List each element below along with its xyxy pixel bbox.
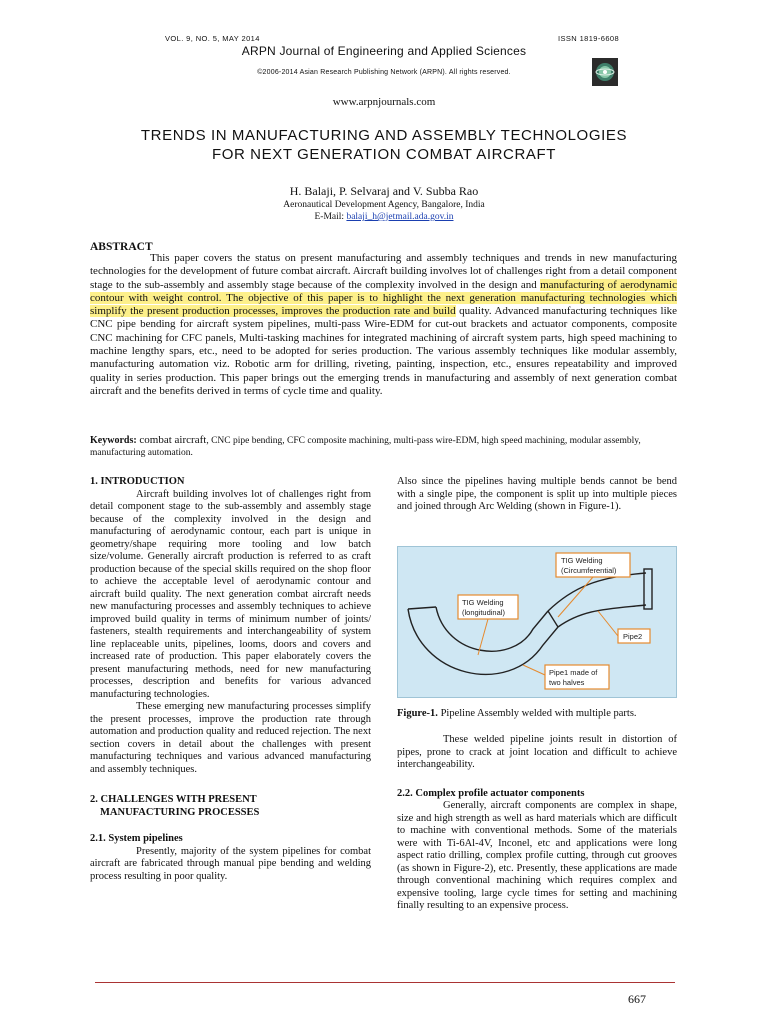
keywords-label: Keywords: <box>90 435 137 446</box>
section-2-1-heading: 2.1. System pipelines <box>90 833 183 844</box>
abstract-part-2: quality. Advanced manufacturing techniques like CNC pipe bending for aircraft system pipelines, multi-pass Wire-EDM for cut-out brackets and actuator components, composite CNC machining for CFC panels, Multi-tasking machines for integrated machining of aircraft system parts, high speed machining to machine lengthy spars, etc., need to be adopted for series production. The various assembly techniques like modular assembly, manufacturing automation viz. Robotic arm for drilling, riveting, painting, inspection, etc., ensures repeatability and improved quality in series production. This paper brings out the emerging trends in manufacturing and assembly of next generation combat aircraft and the benefits derived in terms of cycle time and quality. <box>90 305 678 397</box>
keywords-rest: , CNC pipe bending, CFC composite machining, multi-pass wire-EDM, high speed machining, modular assembly, manufacturing automation. <box>90 436 641 458</box>
label-tig-long-2: (longitudinal) <box>462 608 505 617</box>
authors: H. Balaji, P. Selvaraj and V. Subba Rao <box>289 184 479 198</box>
title-line-1: TRENDS IN MANUFACTURING AND ASSEMBLY TECHNOLOGIES <box>140 127 628 144</box>
section-2-2-paragraph: Generally, aircraft components are complex in shape, size and high strength as well as hard materials which are difficult to machine with conventional methods. Some of the materials were with Ti-6Al-4V, Inconel, etc and applications were long aspect ratio drilling, complex profile cutting, through cut grooves (as shown in Figure-2), etc. Presently, these applications are made through conventional machining which requires complex and expensive tooling, large cycle times for setting and machining finally resulting to an expensive process. <box>397 800 677 911</box>
section-2-2-heading: 2.2. Complex profile actuator components <box>397 787 585 799</box>
page-number: 667 <box>628 992 646 1006</box>
journal-website[interactable]: www.arpnjournals.com <box>332 96 436 108</box>
left-column <box>90 476 371 883</box>
label-pipe2: Pipe2 <box>623 632 643 641</box>
journal-logo-icon <box>592 58 618 86</box>
label-tig-long-1: TIG Welding <box>462 598 504 607</box>
section-2-heading-line-1: 2. CHALLENGES WITH PRESENT <box>90 794 257 805</box>
abstract-heading: ABSTRACT <box>90 241 153 253</box>
label-pipe1-2: two halves <box>549 678 585 687</box>
section-2-heading <box>90 794 371 819</box>
abstract-body <box>90 252 677 398</box>
header-volume: VOL. 9, NO. 5, MAY 2014 <box>165 34 260 43</box>
footer-rule <box>95 982 675 983</box>
figure-1-caption <box>397 708 677 719</box>
copyright-line: ©2006-2014 Asian Research Publishing Network (ARPN). All rights reserved. <box>257 69 511 76</box>
label-tig-circ-1: TIG Welding <box>561 556 603 565</box>
intro-paragraph-1: Aircraft building involves lot of challenges right from detail component stage to the sub-assembly and assembly stage because of the complexity involved in the design and manufacturing of aerodynamic contour, each part is unique in geometry/shape requiring more tooling and low batch size/volume. Generally aircraft production is referred to as craft production because of the special skills required on the shop floor to achieve the acceptable level of aerodynamic contour and aircraft build quality. The next generation combat aircraft needs new manufacturing processes and assembly techniques to achieve improved build quality in terms of minimum number of joints/ fasteners, stealth requirements and interchangeability of system line replaceable units, pipelines, looms, doors and covers and increased rate of production. This paper elaborately covers the present manufacturing methods, need for new manufacturing processes, description and benefits for various advanced manufacturing technologies. <box>90 488 371 700</box>
pipeline-paragraph: Also since the pipelines having multiple bends cannot be bend with a single pipe, the component is split up into multiple pieces and joined through Arc Welding (shown in Figure-1). <box>397 476 677 512</box>
journal-name: ARPN Journal of Engineering and Applied Sciences <box>241 44 527 58</box>
weld-paragraph: These welded pipeline joints result in distortion of pipes, prone to crack at joint location and difficult to achieve interchangeability. <box>397 734 677 770</box>
right-column <box>397 476 677 514</box>
keywords <box>90 434 677 459</box>
intro-heading: 1. INTRODUCTION <box>90 476 185 487</box>
section-2-heading-line-2: MANUFACTURING PROCESSES <box>100 806 260 818</box>
pipe2-flange <box>644 569 652 609</box>
intro-paragraph-2: These emerging new manufacturing processes simplify the present processes, improve the production rate through automation and production quality and reduced rejection. The next section covers in detail about the challenges with present manufacturing techniques and various advanced manufacturing and assembly techniques. <box>90 701 371 775</box>
title-line-2: FOR NEXT GENERATION COMBAT AIRCRAFT <box>211 146 557 163</box>
figure-1-text: Pipeline Assembly welded with multiple parts. <box>437 708 637 719</box>
paper-title <box>0 126 768 164</box>
email-link[interactable]: balaji_h@jetmail.ada.gov.in <box>346 212 454 222</box>
header-issn: ISSN 1819-6608 <box>558 34 620 43</box>
pipe1-end <box>408 607 436 609</box>
pipe2-top <box>548 573 646 611</box>
email-label: E-Mail: <box>314 212 347 222</box>
abstract-part-1: This paper covers the status on present manufacturing and assembly techniques and trends in new manufacturing technologies for the development of future combat aircraft. Aircraft building involves lot of challenges right from a detail component stage to the sub-assembly and assembly stage because of the complexity involved in the design and <box>90 252 677 291</box>
affiliation: Aeronautical Development Agency, Bangalore, India <box>283 200 485 210</box>
keywords-first: combat aircraft <box>136 434 207 446</box>
figure-1-label: Figure-1. <box>397 708 438 719</box>
figure-1 <box>397 546 677 698</box>
weld-joint <box>548 611 558 627</box>
label-pipe1-1: Pipe1 made of <box>549 668 598 677</box>
email-line <box>0 212 768 222</box>
abstract-highlight: manufacturing of aerodynamic contour with weight control. The objective of this paper is to highlight the next generation manufacturing technologies which simplify the present production processes, improves the production rate and build <box>90 278 677 318</box>
pipeline-diagram <box>398 547 676 697</box>
right-column-lower <box>397 734 677 913</box>
section-2-1-paragraph: Presently, majority of the system pipelines for combat aircraft are fabricated through manual pipe bending and welding process resulting in poor quality. <box>90 845 371 882</box>
label-tig-circ-2: (Circumferential) <box>561 566 617 575</box>
